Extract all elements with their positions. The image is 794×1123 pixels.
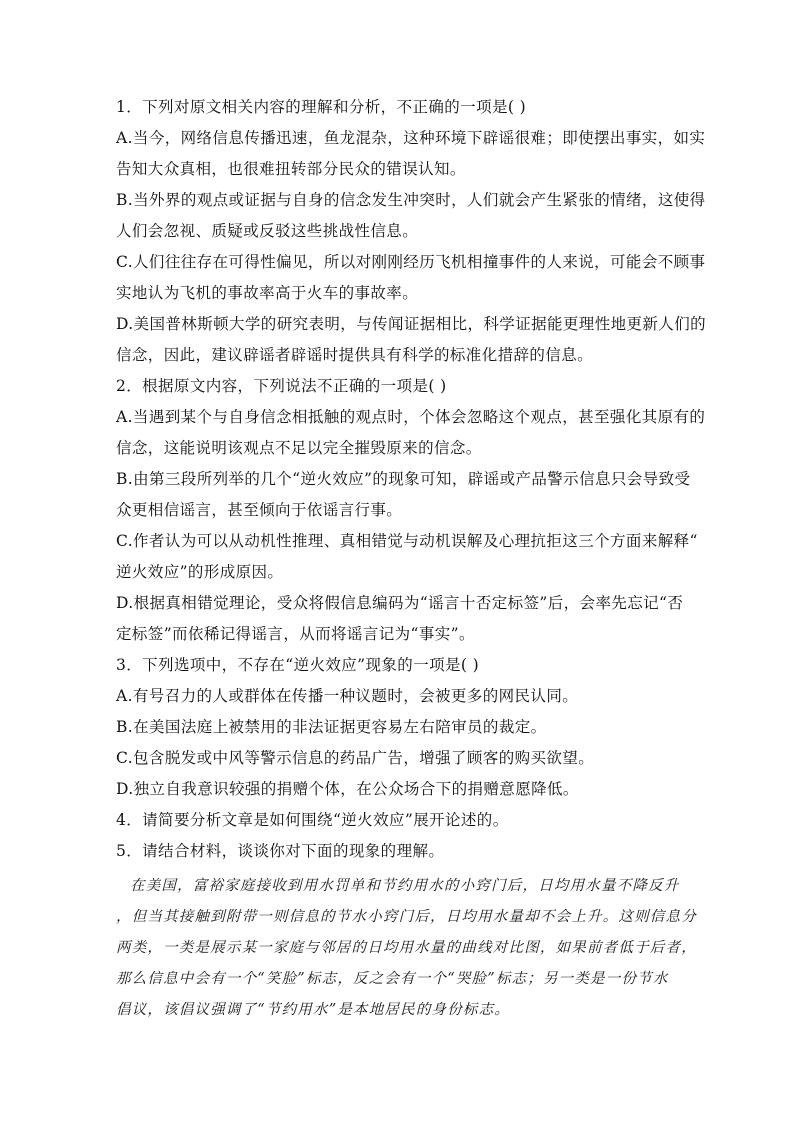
question-3 xyxy=(116,650,690,805)
option-line: B.当外界的观点或证据与自身的信念发生冲突时，人们就会产生紧张的情绪，这使得 xyxy=(116,191,706,209)
question-4 xyxy=(116,805,690,836)
option-line: A.当今，网络信息传播迅速，鱼龙混杂，这种环境下辟谣很难；即使摆出事实，如实 xyxy=(116,129,706,147)
passage-line: 那么信息中会有一个“笑脸”标志，反之会有一个“哭脸”标志；另一类是一份节水 xyxy=(116,971,669,987)
question-2-option-c xyxy=(116,526,698,588)
passage-line: 倡议，该倡议强调了“节约用水”是本地居民的身份标志。 xyxy=(116,1002,511,1018)
question-2-option-a xyxy=(116,402,706,464)
question-2-option-b xyxy=(116,464,690,526)
question-3-option-a: A.有号召力的人或群体在传播一种议题时，会被更多的网民认同。 xyxy=(116,687,579,705)
question-1-option-d xyxy=(116,309,707,371)
question-5-stem: 5．请结合材料，谈谈你对下面的现象的理解。 xyxy=(116,842,445,860)
question-2 xyxy=(116,371,706,650)
option-line: A.当遇到某个与自身信念相抵触的观点时，个体会忽略这个观点，甚至强化其原有的 xyxy=(116,408,706,426)
passage-line: ，但当其接触到附带一则信息的节水小窍门后，日均用水量却不会上升。这则信息分 xyxy=(116,909,697,925)
question-3-option-d: D.独立自我意识较强的捐赠个体，在公众场合下的捐赠意愿降低。 xyxy=(116,780,579,798)
question-1 xyxy=(116,92,707,371)
option-line: 告知大众真相，也很难扭转部分民众的错误认知。 xyxy=(116,160,466,178)
option-line: 信念，这能说明该观点不足以完全摧毁原来的信念。 xyxy=(116,439,482,457)
material-passage xyxy=(116,871,697,1026)
option-line: D.根据真相错觉理论，受众将假信息编码为“谣言十否定标签”后，会率先忘记“否 xyxy=(116,594,684,612)
question-3-option-b: B.在美国法庭上被禁用的非法证据更容易左右陪审员的裁定。 xyxy=(116,718,547,736)
option-line: B.由第三段所列举的几个“逆火效应”的现象可知，辟谣或产品警示信息只会导致受 xyxy=(116,470,691,488)
question-5 xyxy=(116,836,697,1026)
option-line: C.人们往往存在可得性偏见，所以对刚刚经历飞机相撞事件的人来说，可能会不顾事 xyxy=(116,253,706,271)
option-line: 信念，因此，建议辟谣者辟谣时提供具有科学的标准化措辞的信息。 xyxy=(116,346,594,364)
question-1-option-b xyxy=(116,185,706,247)
question-2-option-d xyxy=(116,588,690,650)
option-line: D.美国普林斯顿大学的研究表明，与传闻证据相比，科学证据能更理性地更新人们的 xyxy=(116,315,707,333)
question-4-stem: 4．请简要分析文章是如何围绕“逆火效应”展开论述的。 xyxy=(116,811,509,829)
option-line: 实地认为飞机的事故率高于火车的事故率。 xyxy=(116,284,419,302)
question-1-option-c xyxy=(116,247,706,309)
passage-line: 在美国，富裕家庭接收到用水罚单和节约用水的小窍门后，日均用水量不降反升 xyxy=(130,878,680,894)
question-3-option-c: C.包含脱发或中风等警示信息的药品广告，增强了顾客的购买欲望。 xyxy=(116,749,595,767)
question-1-stem: 1．下列对原文相关内容的理解和分析，不正确的一项是( ) xyxy=(116,98,527,116)
option-line: 人们会忽视、质疑或反驳这些挑战性信息。 xyxy=(116,222,419,240)
option-line: 逆火效应”的形成原因。 xyxy=(116,563,284,581)
option-line: C.作者认为可以从动机性推理、真相错觉与动机误解及心理抗拒这三个方面来解释“ xyxy=(116,532,698,550)
option-line: 定标签”而依稀记得谣言，从而将谣言记为“事实”。 xyxy=(116,625,475,643)
option-line: 众更相信谣言，甚至倾向于依谣言行事。 xyxy=(116,501,403,519)
passage-line: 两类，一类是展示某一家庭与邻居的日均用水量的曲线对比图，如果前者低于后者， xyxy=(116,940,697,956)
question-3-stem: 3．下列选项中，不存在“逆火效应”现象的一项是( ) xyxy=(116,656,480,674)
question-1-option-a xyxy=(116,123,706,185)
question-2-stem: 2．根据原文内容，下列说法不正确的一项是( ) xyxy=(116,377,447,395)
